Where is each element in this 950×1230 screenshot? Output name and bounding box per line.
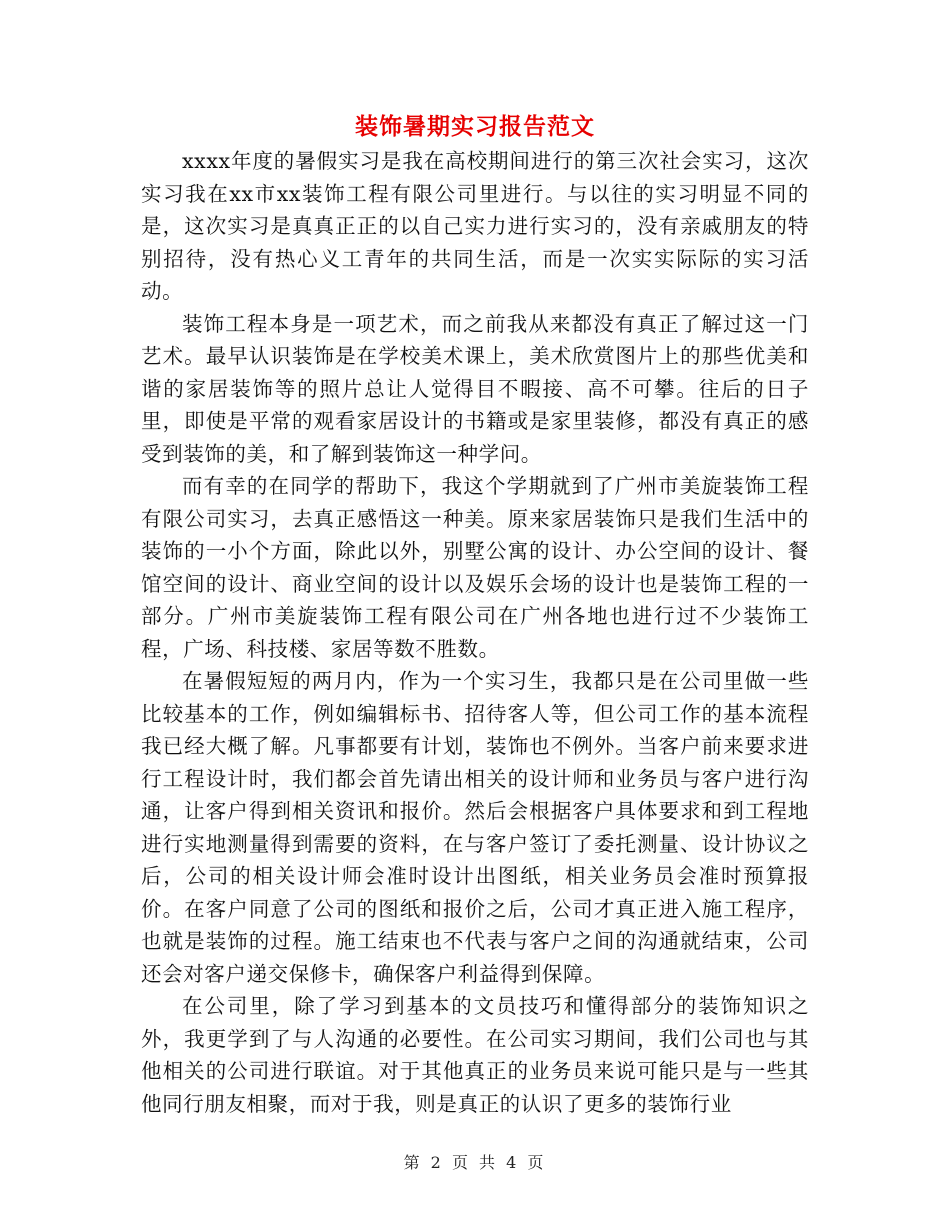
paragraph: 而有幸的在同学的帮助下，我这个学期就到了广州市美旋装饰工程有限公司实习，去真正感悟这一种美。原来家居装饰只是我们生活中的装饰的一小个方面，除此以外，别墅公寓的设计、办公空间的设计、餐馆空间的设计、商业空间的设计以及娱乐会场的设计也是装饰工程的一部分。广州市美旋装饰工程有限公司在广州各地也进行过不少装饰工程，广场、科技楼、家居等数不胜数。	[141, 474, 809, 661]
paragraph: 装饰工程本身是一项艺术，而之前我从来都没有真正了解过这一门艺术。最早认识装饰是在学校美术课上，美术欣赏图片上的那些优美和谐的家居装饰等的照片总让人觉得目不暇接、高不可攀。往后的日子里，即使是平常的观看家居设计的书籍或是家里装修，都没有真正的感受到装饰的美，和了解到装饰这一种学问。	[141, 311, 809, 466]
document-title: 装饰暑期实习报告范文	[355, 113, 595, 140]
paragraph: xxxx年度的暑假实习是我在高校期间进行的第三次社会实习，这次实习我在xx市xx装饰工程有限公司里进行。与以往的实习明显不同的是，这次实习是真真正正的以自己实力进行实习的，没有亲戚朋友的特别招待，没有热心义工青年的共同生活，而是一次实实际际的实习活动。	[141, 149, 809, 303]
document-body	[141, 145, 809, 1120]
paragraph: 在公司里，除了学习到基本的文员技巧和懂得部分的装饰知识之外，我更学到了与人沟通的必要性。在公司实习期间，我们公司也与其他相关的公司进行联谊。对于其他真正的业务员来说可能只是与一些其他同行朋友相聚，而对于我，则是真正的认识了更多的装饰行业	[141, 994, 809, 1116]
paragraph: 在暑假短短的两月内，作为一个实习生，我都只是在公司里做一些比较基本的工作，例如编辑标书、招待客人等，但公司工作的基本流程我已经大概了解。凡事都要有计划，装饰也不例外。当客户前来要求进行工程设计时，我们都会首先请出相关的设计师和业务员与客户进行沟通，让客户得到相关资讯和报价。然后会根据客户具体要求和到工程地进行实地测量得到需要的资料，在与客户签订了委托测量、设计协议之后，公司的相关设计师会准时设计出图纸，相关业务员会准时预算报价。在客户同意了公司的图纸和报价之后，公司才真正进入施工程序，也就是装饰的过程。施工结束也不代表与客户之间的沟通就结束，公司还会对客户递交保修卡，确保客户利益得到保障。	[141, 669, 809, 986]
page-number-footer: 第 2 页 共 4 页	[403, 1153, 547, 1172]
